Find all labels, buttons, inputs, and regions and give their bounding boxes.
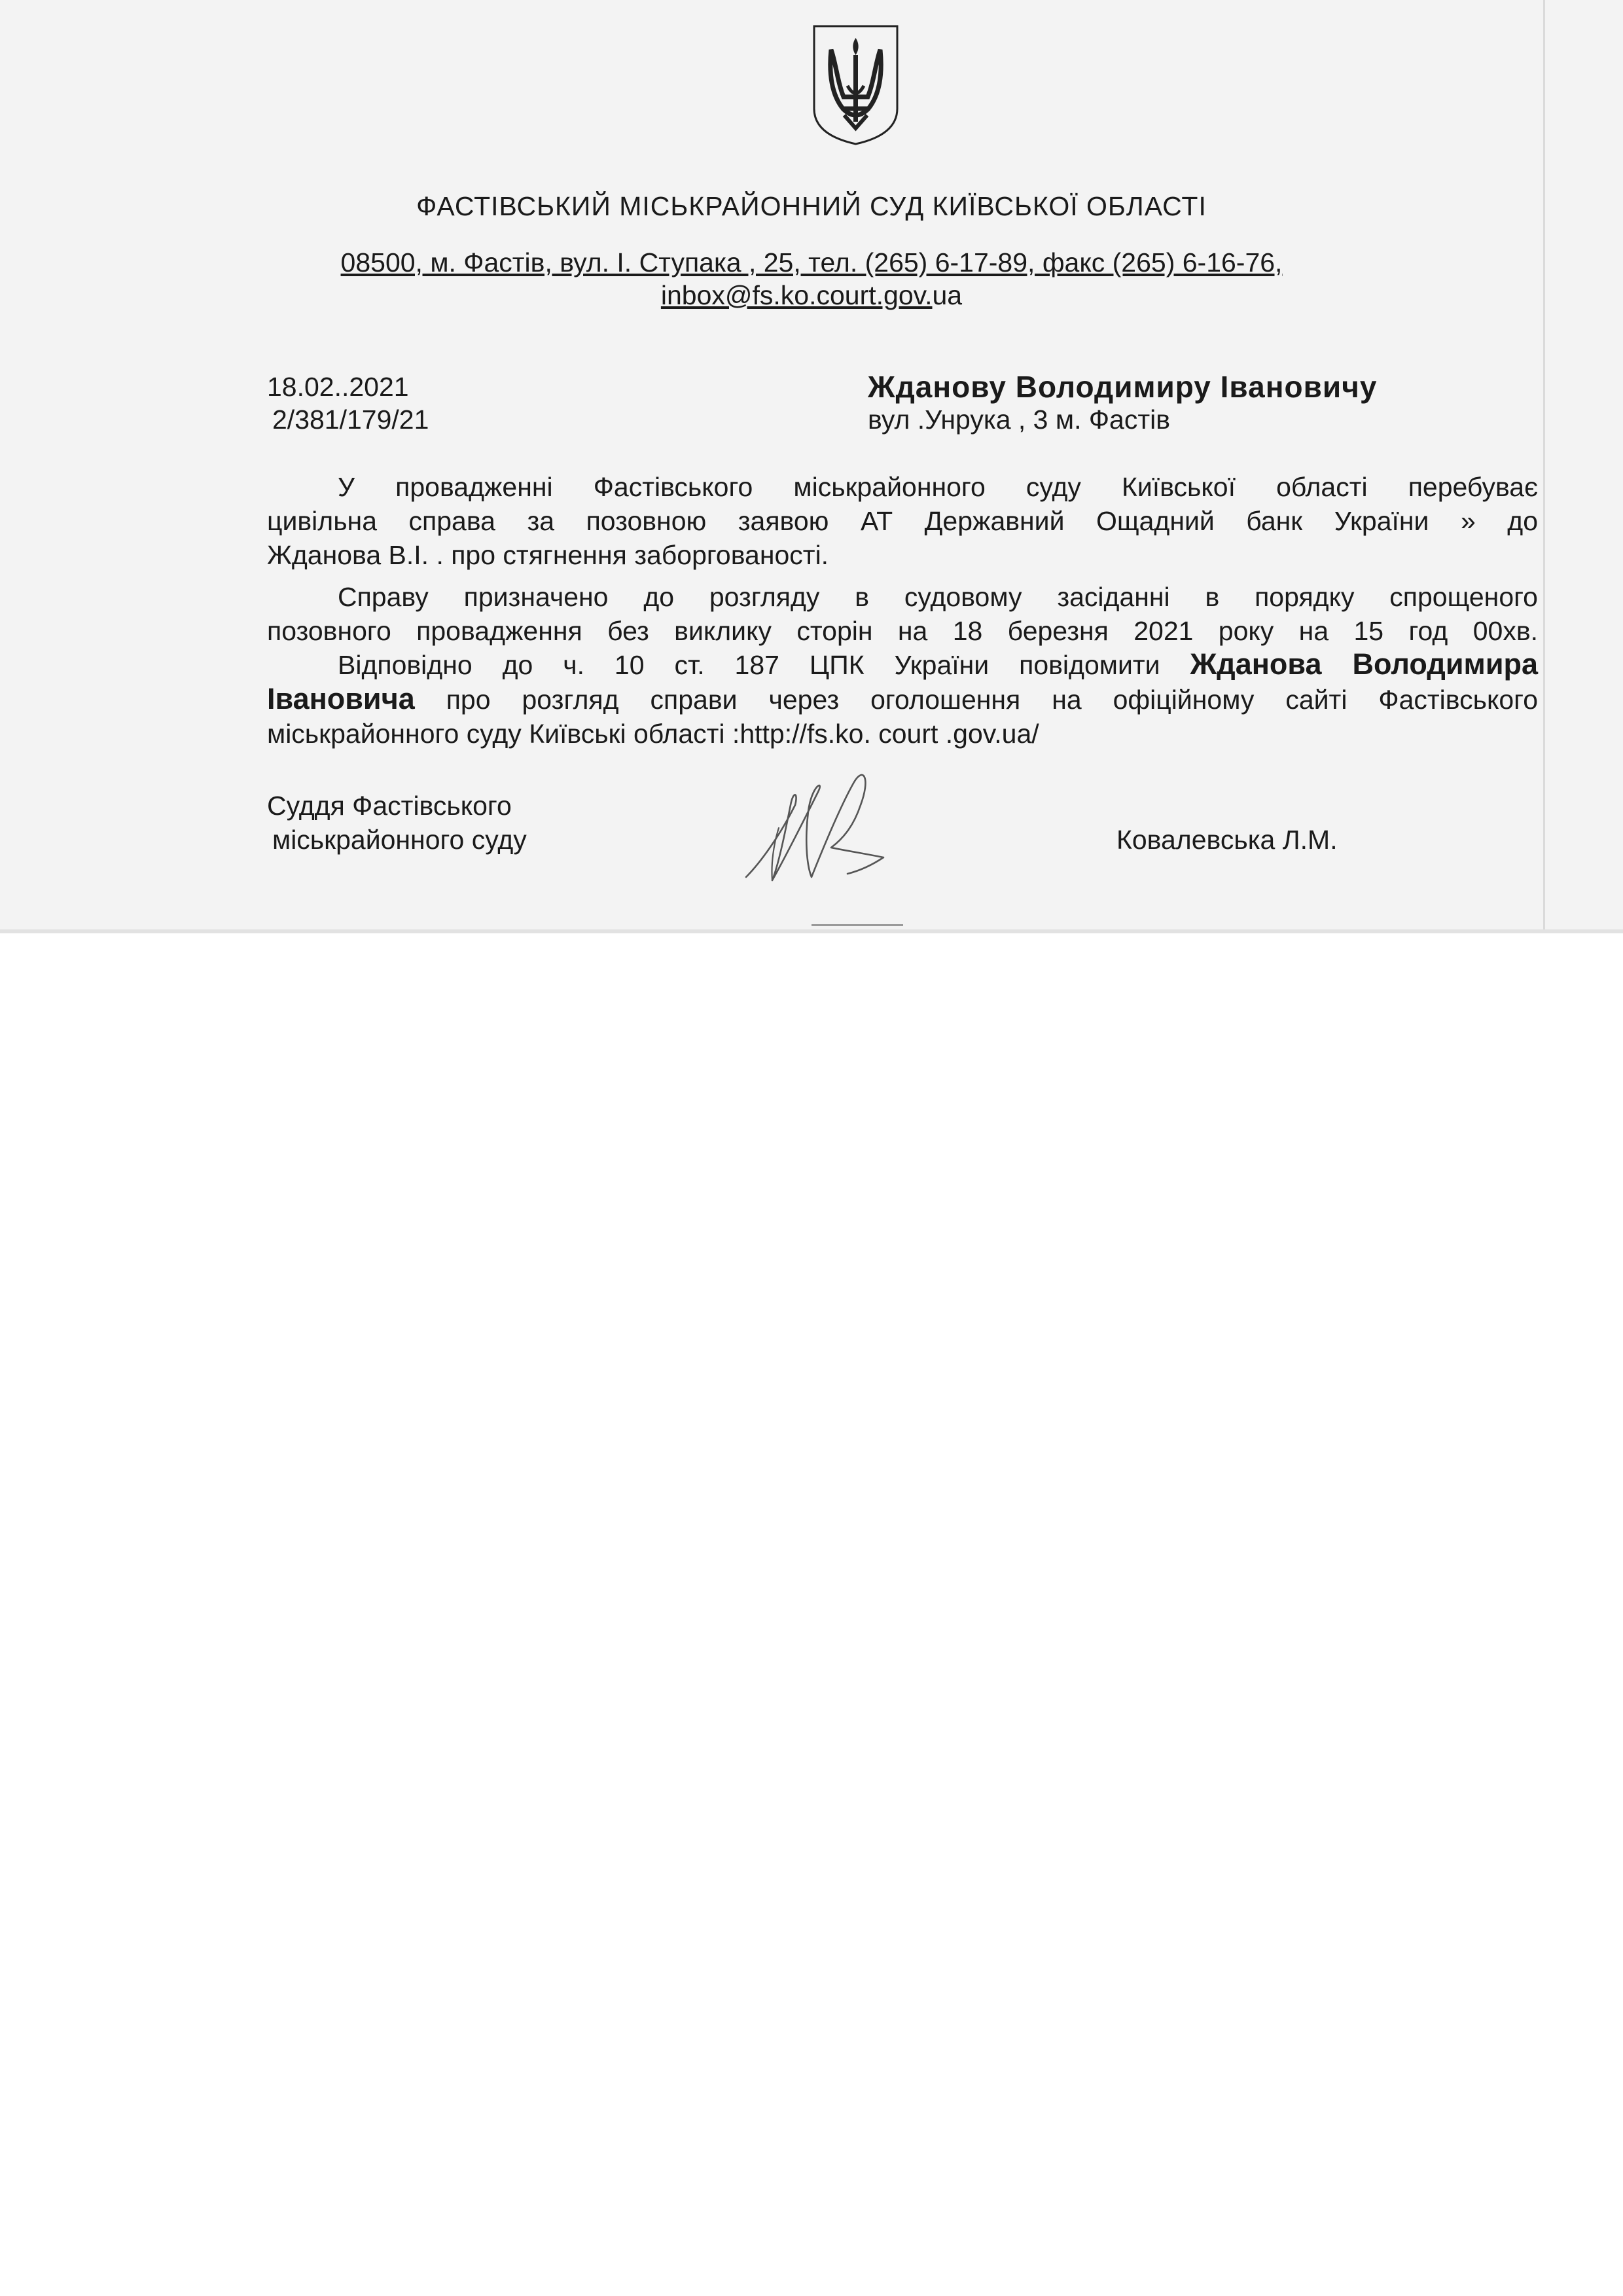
court-name-heading: ФАСТІВСЬКИЙ МІСЬКРАЙОННИЙ СУД КИЇВСЬКОЇ ОБЛАСТІ [416,191,1207,221]
scan-mark [812,924,903,926]
recipient-address: вул .Унрука , 3 м. Фастів [868,404,1170,435]
coat-of-arms-icon [812,24,900,147]
court-email-tld: ua [932,280,963,310]
text-line: цивільна справа за позовною заявою АТ Державний Ощадний банк України » до [267,506,1538,536]
judge-name: Ковалевська Л.М. [1116,825,1338,855]
defendant-patronymic-bold: Івановича [267,682,415,715]
court-email [196,280,1427,311]
text-line [267,647,1538,682]
text-line: міськрайонного суду Київські області :http://fs.ko. court .gov.ua/ [267,719,1039,749]
text-segment: Відповідно до ч. 10 ст. 187 ЦПК України повідомити [338,650,1190,680]
text-segment: про розгляд справи через оголошення на офіційному сайті Фастівського [414,685,1538,715]
handwritten-signature [733,766,897,887]
recipient-name: Жданову Володимиру Івановичу [868,370,1378,404]
text-line: Жданова В.І. . про стягнення заборгованості. [267,540,829,570]
text-line [267,682,1538,717]
judge-title-line2: міськрайонного суду [272,825,527,855]
case-number: 2/381/179/21 [272,404,429,435]
paragraph-notice [267,647,1538,751]
judge-title-line1: Суддя Фастівського [267,791,512,821]
court-contacts: 08500, м. Фастів, вул. І. Ступака , 25, тел. (265) 6-17-89, факс (265) 6-16-76, [340,247,1283,278]
paragraph-proceedings [267,470,1538,572]
paragraph-hearing [267,580,1538,648]
letter-date: 18.02..2021 [267,372,409,402]
court-email-address[interactable]: inbox@fs.ko.court.gov. [660,280,933,310]
text-line: Справу призначено до розгляду в судовому засіданні в порядку спрощеного [338,582,1538,612]
text-line: У провадженні Фастівського міськрайонного суду Київської області перебуває [338,472,1538,502]
defendant-name-bold: Жданова Володимира [1190,647,1538,681]
text-line: позовного провадження без виклику сторін на 18 березня 2021 року на 15 год 00хв. [267,616,1538,646]
